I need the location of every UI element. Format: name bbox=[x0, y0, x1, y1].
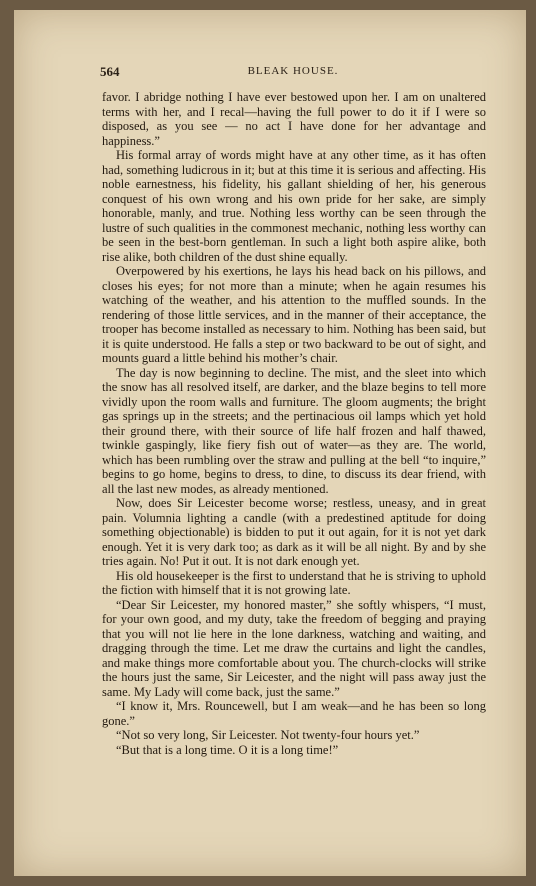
page-number: 564 bbox=[100, 64, 120, 79]
paragraph: Now, does Sir Leicester become worse; restless, uneasy, and in great pain. Volumnia lighting a candle (with a predestined aptitude for doing something objectionable) is bidden to put it out again, for it is not yet dark enough. Yet it is very dark too; as dark as it will be all night. By and by she tries again. No! Put it out. It is not dark enough yet. bbox=[102, 496, 486, 568]
running-head: BLEAK HOUSE. bbox=[247, 65, 339, 77]
page-header bbox=[100, 64, 486, 80]
paragraph: “Dear Sir Leicester, my honored master,” she softly whispers, “I must, for your own good, and my duty, take the freedom of begging and praying that you will not lie here in the lone darkness, watching and waiting, and dragging through the time. Let me draw the curtains and light the candles, and make things more comfortable about you. The church-clocks will strike the hours just the same, Sir Leicester, and the night will pass away just the same. My Lady will come back, just the same.” bbox=[102, 597, 486, 699]
body-text bbox=[102, 90, 486, 757]
paragraph: “I know it, Mrs. Rouncewell, but I am weak—and he has been so long gone.” bbox=[102, 699, 486, 728]
paragraph: His old housekeeper is the first to understand that he is striving to uphold the fiction with himself that it is not growing late. bbox=[102, 568, 486, 597]
book-page bbox=[14, 10, 526, 876]
paragraph: “But that is a long time. O it is a long time!” bbox=[116, 742, 339, 757]
paragraph: Overpowered by his exertions, he lays his head back on his pillows, and closes his eyes; for not more than a minute; when he again resumes his watching of the weather, and his attention to the muffled sounds. In the rendering of those little services, and in the manner of their acceptance, the trooper has become installed as necessary to him. Nothing has been said, but it is quite understood. He falls a step or two backward to be out of sight, and mounts guard a little behind his mother’s chair. bbox=[102, 264, 486, 365]
paragraph: The day is now beginning to decline. The mist, and the sleet into which the snow has all resolved itself, are darker, and the blaze begins to tell more vividly upon the room walls and furniture. The gloom augments; the bright gas springs up in the streets; and the pertinacious oil lamps which yet hold their ground there, with their source of life half frozen and half thawed, twinkle gaspingly, like fiery fish out of water—as they are. The world, which has been rumbling over the straw and pulling at the bell “to inquire,” begins to go home, begins to dress, to dine, to discuss its dear friend, with all the last new modes, as already mentioned. bbox=[102, 365, 486, 496]
paragraph: His formal array of words might have at any other time, as it has often had, something ludicrous in it; but at this time it is serious and affecting. His noble earnestness, his fidelity, his gallant shielding of her, his generous conquest of his own wrong and his own pride for her sake, are simply honorable, manly, and true. Nothing less worthy can be seen through the lustre of such qualities in the commonest mechanic, nothing less worthy can be seen in the best-born gentleman. In such a light both aspire alike, both rise alike, both children of the dust shine equally. bbox=[102, 148, 486, 264]
paragraph: “Not so very long, Sir Leicester. Not twenty-four hours yet.” bbox=[116, 728, 420, 742]
paragraph: favor. I abridge nothing I have ever bestowed upon her. I am on unaltered terms with her, and I recal—having the full power to do it if I were so disposed, as you see — no act I have done for her advantage and happiness.” bbox=[102, 90, 486, 148]
